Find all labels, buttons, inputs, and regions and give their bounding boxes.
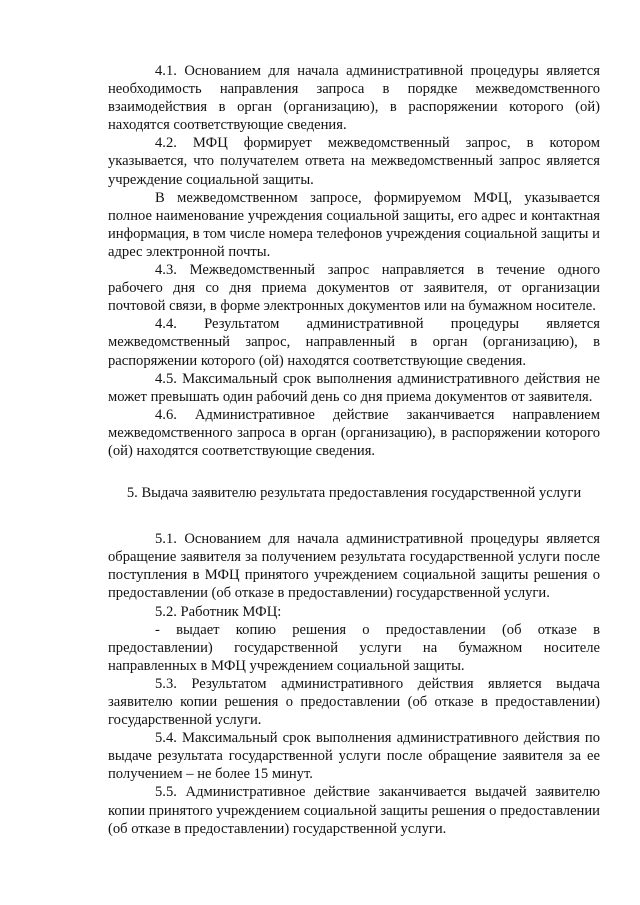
paragraph-5-2-item: - выдает копию решения о предоставлении (об отказе в предоставлении) государственной услуги на бумажном носителе направленных в МФЦ учреждением социальной защиты. xyxy=(108,621,600,674)
paragraph-5-1: 5.1. Основанием для начала административной процедуры является обращение заявителя за получением результата государственной услуги после поступления в МФЦ принятого учреждением социальной защиты решения о предоставлении (об отказе в предоставлении) государственной услуги. xyxy=(108,531,600,602)
paragraph-4-4: 4.4. Результатом административной процедуры является межведомственный запрос, направленный в орган (организацию), в распоряжении которого (ой) находятся соответствующие сведения. xyxy=(108,316,600,369)
paragraph-4-2-cont: В межведомственном запросе, формируемом МФЦ, указывается полное наименование учреждения социальной защиты, его адрес и контактная информация, в том числе номера телефонов учреждения социальной защиты и адрес электронной почты. xyxy=(108,189,600,260)
paragraph-5-5: 5.5. Административное действие заканчивается выдачей заявителю копии принятого учреждением социальной защиты решения о предоставлении (об отказе в предоставлении) государственной услуги. xyxy=(108,784,600,837)
paragraph-4-3: 4.3. Межведомственный запрос направляется в течение одного рабочего дня со дня приема документов от заявителя, от организации почтовой связи, в форме электронных документов или на бумажном носителе. xyxy=(108,262,600,315)
document-body xyxy=(108,62,600,838)
paragraph-4-6: 4.6. Административное действие заканчивается направлением межведомственного запроса в орган (организацию), в распоряжении которого (ой) находятся соответствующие сведения. xyxy=(108,406,600,459)
paragraph-5-3: 5.3. Результатом административного действия является выдача заявителю копии решения о предоставлении (об отказе в предоставлении) государственной услуги. xyxy=(108,675,600,729)
paragraph-5-4: 5.4. Максимальный срок выполнения административного действия по выдаче результата государственной услуги после обращение заявителя за ее получением – не более 15 минут. xyxy=(108,730,600,783)
paragraph-5-2: 5.2. Работник МФЦ: xyxy=(155,603,282,620)
paragraph-4-1: 4.1. Основанием для начала административной процедуры является необходимость направления запроса в порядке межведомственного взаимодействия в орган (организацию), в распоряжении которого (ой) находятся соответствующие сведения. xyxy=(108,63,600,134)
section-5-heading: 5. Выдача заявителю результата предоставления государственной услуги xyxy=(126,485,582,502)
paragraph-4-2: 4.2. МФЦ формирует межведомственный запрос, в котором указывается, что получателем ответа на межведомственный запрос является учреждение социальной защиты. xyxy=(108,135,600,188)
paragraph-4-5: 4.5. Максимальный срок выполнения административного действия не может превышать один рабочий день со дня приема документов от заявителя. xyxy=(108,370,600,405)
